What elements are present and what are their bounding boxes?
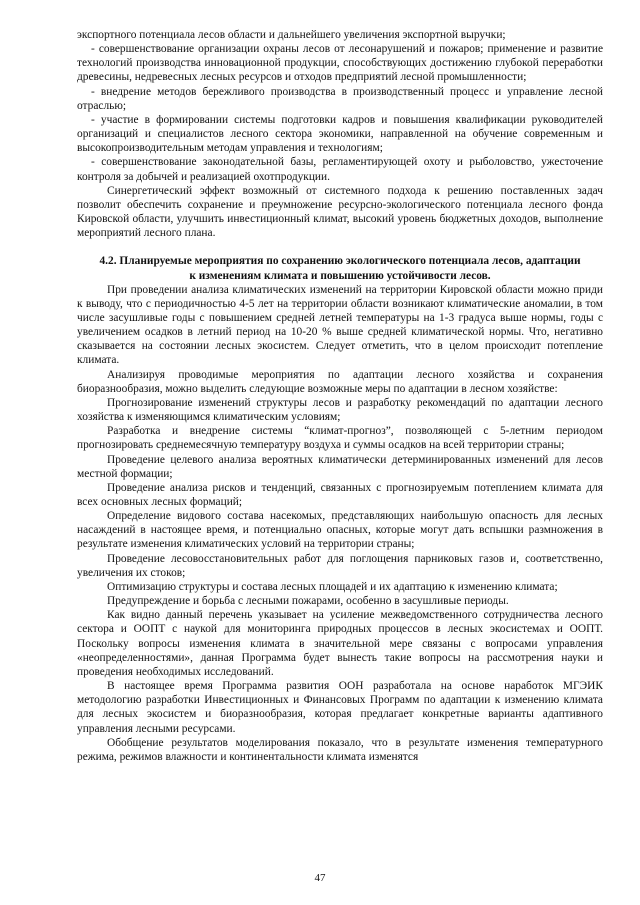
document-page <box>77 28 603 764</box>
paragraph-adaptation-measures: Анализируя проводимые мероприятия по адаптации лесного хозяйства и сохранения биоразнообразия, можно выделить следующие возможные меры по адаптации в лесном хозяйстве: <box>77 368 603 395</box>
paragraph-undp-methodology: В настоящее время Программа развития ООН разработала на основе наработок МГЭИК методологию разработки Инвестиционных и Финансовых Программ по адаптации к изменению климата для лесных экосистем и биоразнообразия, которая предлагает конкретные варианты адаптивного управления лесными ресурсами. <box>77 680 603 735</box>
paragraph-modeling-results: Обобщение результатов моделирования показало, что в результате изменения температурного режима, режимов влажности и континентальности климата изменятся <box>77 736 603 763</box>
bullet-lean-production: - внедрение методов бережливого производства в производственный процесс и управление лесной отраслью; <box>77 85 603 112</box>
page-number: 47 <box>314 872 326 884</box>
measure-climate-forecast-system: Разработка и внедрение системы “климат-прогноз”, позволяющей с 5-летним периодом прогнозировать среднемесячную температуру воздуха и суммы осадков на всей территории страны; <box>77 425 603 452</box>
measure-forecasting: Прогнозирование изменений структуры лесов и разработку рекомендаций по адаптации лесного хозяйства к изменяющимся климатическим условиям; <box>77 396 603 424</box>
measure-insect-species: Определение видового состава насекомых, представляющих наибольшую опасность для лесных насаждений в настоящее время, и потенциально опасных, которые могут дать вспышки размножения в результате изменения климатических условий на территории страны; <box>77 510 603 551</box>
paragraph-interagency-cooperation: Как видно данный перечень указывает на усиление межведомственного сотрудничества лесного сектора и ООПТ с наукой для мониторинга природных процессов в лесных экосистемах и ООПТ. Поскольку вопросы изменения климата в значительной мере связаны с вопросами управления «неопределенностями», данная Программа будет вынесть такие вопросы на рассмотрения науки и проведения необходимых исследований. <box>77 609 603 678</box>
section-heading: 4.2. Планируемые мероприятия по сохранению экологического потенциала лесов, адаптации к изменениям климата и повышению устойчивости лесов. <box>99 255 581 282</box>
bullet-staff-training: - участие в формировании системы подготовки кадров и повышения квалификации руководителей организаций и специалистов лесного сектора экономики, направленной на обучение современным и высокопроизводительным методам управления и технологиям; <box>77 113 603 155</box>
bullet-legislation: - совершенствование законодательной базы, регламентирующей охоту и рыболовство, ужесточение контроля за добычей и реализацией охотпродукции. <box>77 156 603 183</box>
measure-structure-optimization: Оптимизацию структуры и состава лесных площадей и их адаптацию к изменению климата; <box>107 580 558 593</box>
measure-target-analysis: Проведение целевого анализа вероятных климатически детерминированных изменений для лесов местной формации; <box>77 453 603 480</box>
measure-reforestation: Проведение лесовосстановительных работ для поглощения парниковых газов и, соответственно, увеличения их стоков; <box>77 552 603 579</box>
paragraph-climate-analysis: При проведении анализа климатических изменений на территории Кировской области можно приди к выводу, что с периодичностью 4-5 лет на территории области возникают климатические аномалии, в том числе засушливые годы с повышением средней летней температуры на 1-3 градуса выше нормы, годы с увеличением осадков в летний период на 10-20 % выше средней климатической нормы. Что, негативно сказывается на состоянии лесных экосистем. Следует отметить, что в целом происходит потепление климата. <box>77 283 603 367</box>
paragraph-export-potential: экспортного потенциала лесов области и дальнейшего увеличения экспортной выручки; <box>77 29 506 41</box>
paragraph-synergy-effect: Синергетический эффект возможный от системного подхода к решению поставленных задач позволит обеспечить сохранение и преумножение ресурсно-экологического потенциала лесного фонда Кировской области, улучшить инвестиционный климат, высокий уровень бюджетных доходов, выполнение мероприятий лесного плана. <box>77 184 603 240</box>
measure-risk-analysis: Проведение анализа рисков и тенденций, связанных с прогнозируемым потеплением климата для всех основных лесных формаций; <box>77 481 603 508</box>
measure-fire-prevention: Предупреждение и борьба с лесными пожарами, особенно в засушливые периоды. <box>107 595 509 608</box>
bullet-fire-protection: - совершенствование организации охраны лесов от лесонарушений и пожаров; применение и развитие технологий производства инновационной продукции, способствующих достижению глубокой переработки древесины, недревесных лесных ресурсов и отходов предприятий лесной промышленности; <box>77 43 603 84</box>
